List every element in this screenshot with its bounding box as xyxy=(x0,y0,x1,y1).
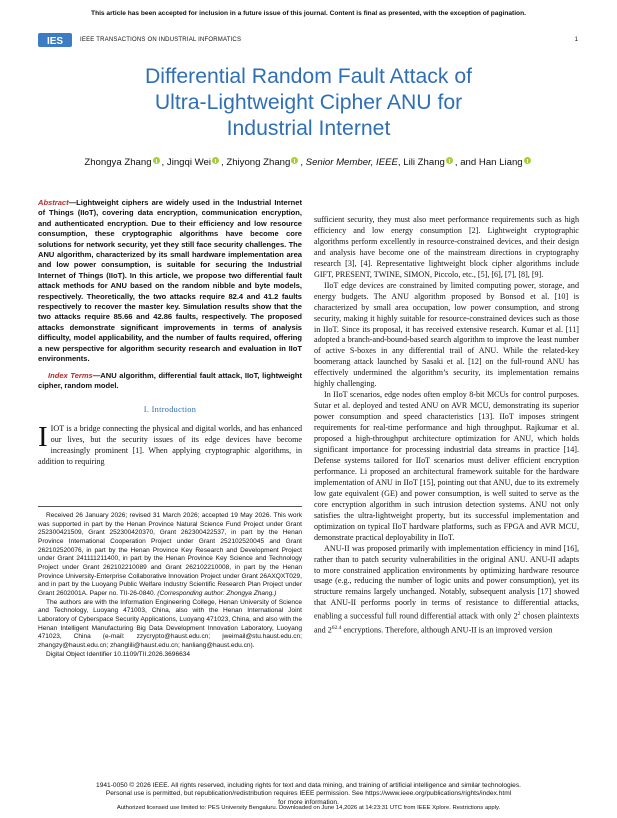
right-column xyxy=(314,215,579,637)
section-heading: I. Introduction xyxy=(143,405,197,415)
author-membership: Senior Member, IEEE xyxy=(305,157,398,168)
first-page-footnote xyxy=(38,506,302,659)
left-column xyxy=(38,198,302,659)
author-name: Jingqi Wei xyxy=(166,157,211,168)
body-paragraph: sufficient security, they must also meet performance requirements such as high efficiency and low energy consumption [2]. Lightweight cryptographic algorithms perform excellently in resource-constrained devices, and their design and analysis have become one of the mainstream directions in cryptography research [3], [4]. Representative lightweight block cipher algorithms include GIFT, PRESENT, TWINE, SIMON, Piccolo, etc., [5], [6], [7], [8], [9]. xyxy=(314,215,579,279)
index-terms-label: Index Terms xyxy=(48,370,93,380)
author-name: Zhongya Zhang xyxy=(84,157,152,168)
title-line: Differential Random Fault Attack of xyxy=(145,65,472,88)
drop-cap: I xyxy=(38,421,48,454)
body-paragraph: In IIoT scenarios, edge nodes often employ 8-bit MCUs for control purposes. Sutar et al. deployed and tested ANU on AVR MCU, demonstrating its superior power consumption and speed characteristics [13]. IIoT imposes stringent requirements for real-time performance and high throughput. Rajkumar et al. proposed a high-throughput architecture optimization for ANU, which holds significant importance for processing industrial data streams in practice [14]. Defense systems tailored for IIoT scenarios must deliver efficient encryption performance. Li proposed an architectural framework suitable for the hardware implementation of ANU in IIoT [15], pointing out that ANU, due to its extremely low gate equivalent (GE) and power consumption, is well suited to serve as the core encryption algorithm in such intrusion detection systems. ANU not only satisfies the ultra-lightweight property, but its successful implementation and optimization on typical IIoT hardware platforms, such as FPGA and AVR MCU, demonstrate practical deployability in IIoT. xyxy=(314,390,579,542)
body-paragraph: ANU-II was proposed primarily with implementation efficiency in mind [16], rather than to patch security vulnerabilities in the original ANU. ANU-II adapts to more constrained application environments by optimizing hardware resource usage (e.g., reducing the number of logic units and power consumption), yet its structure remains largely unchanged. Notably, subsequent analysis [17] showed that ANU-II performs poorly in terms of resistance to differential attacks, enabling a successful full round differential attack with only $2^2$ chosen plaintexts and $2^{62.4}$ encryptions. Therefore, although ANU-II is an improved version xyxy=(314,543,580,635)
page-number: 1 xyxy=(574,37,578,43)
ies-logo-icon xyxy=(38,33,72,47)
abstract-text: Lightweight ciphers are widely used in the Industrial Internet of Things (IIoT), covering data encryption, communication encryption, and authenticated encryption. Due to their efficiency and low resource consumption, these cryptographic algorithms have become core solutions for network security, yet they still face security challenges. The ANU algorithm, characterized by its small hardware implementation area and low power consumption, is suitable for securing the Industrial Internet of Things (IIoT). In this article, we propose two differential fault attack methods for ANU based on the random nibble and byte models, respectively. Theoretically, the two attacks require 82.4 and 41.2 faults respectively to recover the master key. Simulation results show that the two attacks require 85.66 and 42.86 faults, respectively. The proposed attacks demonstrate significant improvements in terms of analysis difficulty, model applicability, and the number of faults required, offering a new perspective for algorithm security research and evaluation in IIoT environments. xyxy=(38,198,302,364)
license-notice: Authorized licensed use limited to: PES University Bengaluru. Downloaded on June 14,2026 at 14:23:31 UTC from IEEE Xplore. Restrictions apply. xyxy=(116,805,501,811)
author-name: Zhiyong Zhang xyxy=(226,157,291,168)
journal-name: IEEE TRANSACTIONS ON INDUSTRIAL INFORMATICS xyxy=(80,37,242,43)
copyright-line: 1941-0050 © 2026 IEEE. All rights reserved, including rights for text and data mining, and training of artificial intelligence and similar technologies. xyxy=(96,782,521,789)
intro-text: IOT is a bridge connecting the physical and digital worlds, and has enhanced our lives, but the security issues of its edge devices have become increasingly prominent [1]. When applying cryptographic algorithms, in addition to requiring xyxy=(38,424,302,467)
info-line: for more information. xyxy=(278,798,339,806)
running-header xyxy=(38,33,578,47)
orcid-icon[interactable] xyxy=(446,157,453,164)
svg-text:IES: IES xyxy=(46,36,64,47)
intro-paragraph xyxy=(38,421,302,468)
orcid-icon[interactable] xyxy=(291,157,298,164)
title-line: Industrial Internet xyxy=(226,117,391,140)
permission-line: Personal use is permitted, but republication/redistribution requires IEEE permission. See https://www.ieee.org/publications/rights/index.html xyxy=(105,790,512,798)
affiliation-note: The authors are with the Information Engineering College, Henan University of Science and Technology, Luoyang 471003, China, also with the Henan International Joint Laboratory of Cyberspace Security Applications, Luoyang 471023, China, and also with the Henan Intelligent Manufacturing Big Data Development Innovation Laboratory, Luoyang 471023, China (e-mail: zzycrypto@haust.edu.cn; jweimail@stu.haust.edu.cn; zhangzy@haust.edu.cn; zhanglili@haust.edu.cn; hanliang@haust.edu.cn). xyxy=(38,598,302,649)
index-terms: Index Terms—ANU algorithm, differential fault attack, IIoT, lightweight cipher, random model. xyxy=(38,370,302,390)
received-note: Received 26 January 2026; revised 31 March 2026; accepted 19 May 2026. This work was supported in part by the Henan Province Natural Science Fund Project under Grant 252300421509, Grant 252300420370, Grant 262300422537, in part by the Henan Province International Cooperation Project under Grant 252102520045 and Grant 262102520076, in part by the Henan Province Key Research and Development Project under Grant 241111211400, in part by the Henan Province Key Science and Technology Project under Grant 262102210089 and Grant 262102210008, in part by the Henan Province University-Enterprise Collaborative Innovation Project under Grant 26AXQXT029, and in part by the Luoyang Public Welfare Industry Scientific Research Plan Project under Grant 2602001A. Paper no. TII-26-0840. (Corresponding author: Zhongya Zhang.) xyxy=(38,512,302,597)
author-name: Lili Zhang xyxy=(403,157,445,168)
author-name: and Han Liang xyxy=(460,157,523,168)
author-list: Zhongya Zhang , Jingqi Wei , Zhiyong Zhang , Senior Member, IEEE, Lili Zhang , and Han Liang xyxy=(20,157,597,168)
corresponding-author: (Corresponding author: Zhongya Zhang.) xyxy=(157,589,277,597)
orcid-icon[interactable] xyxy=(212,157,219,164)
abstract-label: Abstract xyxy=(38,198,69,207)
orcid-icon[interactable] xyxy=(153,157,160,164)
doi-note: Digital Object Identifier 10.1109/TII.2026.3696634 xyxy=(46,650,191,658)
body-paragraph: IIoT edge devices are constrained by limited computing power, storage, and energy budgets. The ANU algorithm proposed by Bonsod et al. [10] is characterized by small area occupation, low power consumption, and strong security, making it highly suitable for resource-constrained devices such as those in IIoT. Since its proposal, it has received extensive research. Kumar et al. [11] adopted a branch-and-bound-based search algorithm to improve the least number of active S-boxes in any differential trail of ANU. While the related-key boomerang attack launched by Sasaki et al. [12] on the full-round ANU has effectively undermined the algorithm’s security, its implementation remains highly challenging. xyxy=(314,280,579,389)
abstract: Abstract—Lightweight ciphers are widely used in the Industrial Internet of Things (IIoT), covering data encryption, communication encryption, and authenticated encryption. Due to their efficiency and low resource consumption, these cryptographic algorithms have become core solutions for network security, yet they still face security challenges. The ANU algorithm, characterized by its small hardware implementation area and low power consumption, is suitable for securing the Industrial Internet of Things (IIoT). In this article, we propose two differential fault attack methods for ANU based on the random nibble and byte models, respectively. Theoretically, the two attacks require 82.4 and 41.2 faults respectively to recover the master key. Simulation results show that the two attacks require 85.66 and 42.86 faults, respectively. The proposed attacks demonstrate significant improvements in terms of analysis difficulty, model applicability, and the number of faults required, offering a new perspective for algorithm security research and evaluation in IIoT environments. xyxy=(38,198,302,364)
acceptance-banner: This article has been accepted for inclusion in a future issue of this journal. Content is final as presented, with the exception of pagination. xyxy=(91,10,526,17)
title-line: Ultra-Lightweight Cipher ANU for xyxy=(154,91,463,114)
index-terms-text: ANU algorithm, differential fault attack, IIoT, lightweight cipher, random model. xyxy=(38,370,302,390)
orcid-icon[interactable] xyxy=(524,157,531,164)
copyright-footer xyxy=(38,782,579,807)
paper-title xyxy=(40,64,577,142)
